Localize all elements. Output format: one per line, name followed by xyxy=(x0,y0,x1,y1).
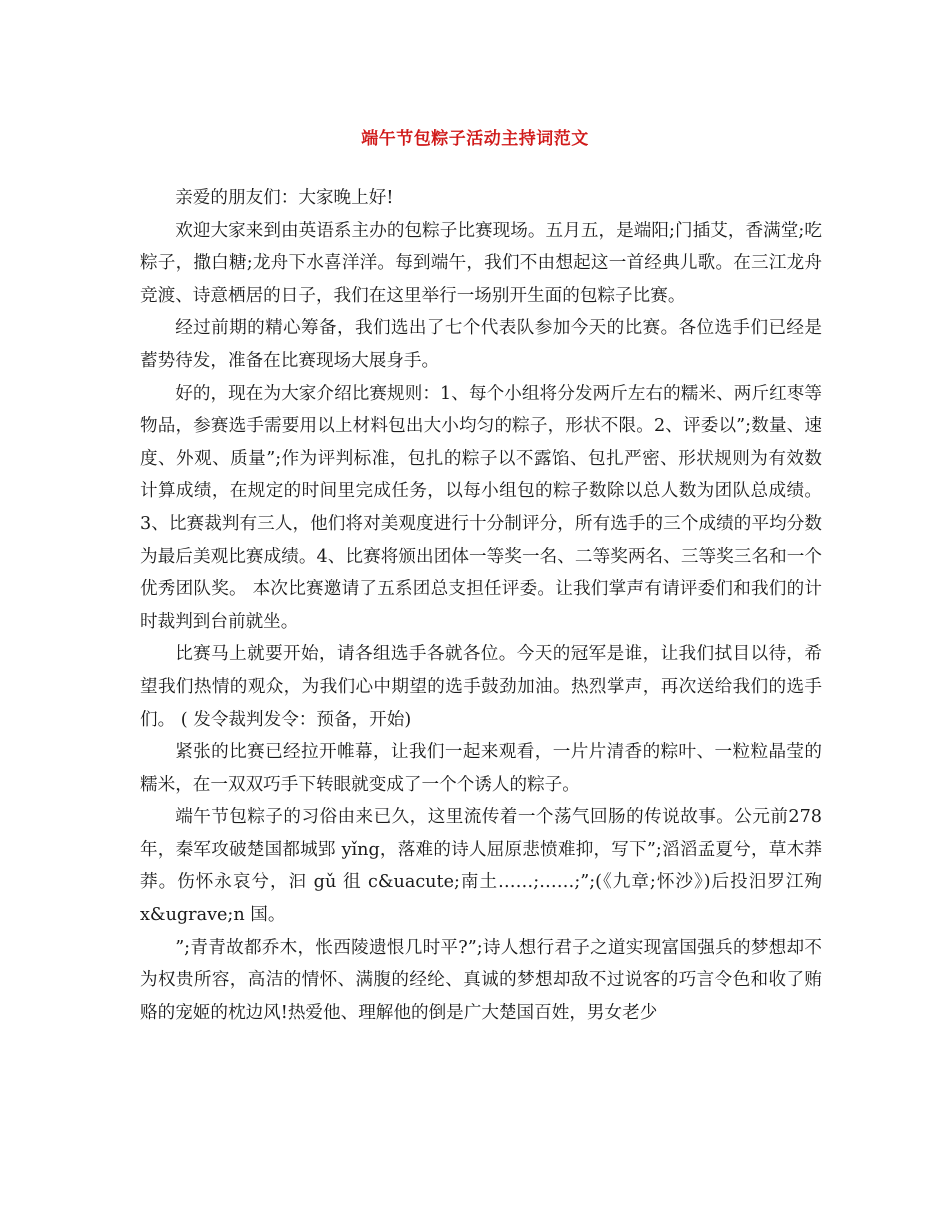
document-body xyxy=(140,182,822,1029)
paragraph-welcome: 欢迎大家来到由英语系主办的包粽子比赛现场。五月五，是端阳;门插艾，香满堂;吃粽子，撒白糖;龙舟下水喜洋洋。每到端午，我们不由想起这一首经典儿歌。在三江龙舟竞渡、诗意栖居的日子，我们在这里举行一场别开生面的包粽子比赛。 xyxy=(140,220,822,306)
paragraph-legend: 端午节包粽子的习俗由来已久，这里流传着一个荡气回肠的传说故事。公元前278年，秦军攻破楚国都城郢 yǐng，落难的诗人屈原悲愤难抑，写下”;滔滔孟夏兮，草木莽莽。伤怀永哀兮，汩 gǔ 徂 c&uacute;南土……;……;”;(《九章;怀沙》)后投汨罗江殉 x&ugrave;n 国。 xyxy=(140,807,822,926)
paragraph-start: 比赛马上就要开始，请各组选手各就各位。今天的冠军是谁，让我们拭目以待，希望我们热情的观众，为我们心中期望的选手鼓劲加油。热烈掌声，再次送给我们的选手们。 ( 发令裁判发令：预备，开始) xyxy=(140,644,822,730)
paragraph-greeting: 亲爱的朋友们：大家晚上好! xyxy=(175,188,394,208)
paragraph-poet: ”;青青故都乔木，怅西陵遗恨几时平?”;诗人想行君子之道实现富国强兵的梦想却不为权贵所容，高洁的情怀、满腹的经纶、真诚的梦想却敌不过说客的巧言令色和收了贿赂的宠姬的枕边风!热爱他、理解他的倒是广大楚国百姓，男女老少 xyxy=(140,937,822,1023)
paragraph-teams: 经过前期的精心筹备，我们选出了七个代表队参加今天的比赛。各位选手们已经是蓄势待发，准备在比赛现场大展身手。 xyxy=(140,318,822,371)
paragraph-competition: 紧张的比赛已经拉开帷幕，让我们一起来观看，一片片清香的粽叶、一粒粒晶莹的糯米，在一双双巧手下转眼就变成了一个个诱人的粽子。 xyxy=(140,742,822,795)
document-title: 端午节包粽子活动主持词范文 xyxy=(361,129,589,149)
paragraph-rules: 好的，现在为大家介绍比赛规则：1、每个小组将分发两斤左右的糯米、两斤红枣等物品，参赛选手需要用以上材料包出大小均匀的粽子，形状不限。2、评委以”;数量、速度、外观、质量”;作为评判标准，包扎的粽子以不露馅、包扎严密、形状规则为有效数计算成绩，在规定的时间里完成任务，以每小组包的粽子数除以总人数为团队总成绩。3、比赛裁判有三人，他们将对美观度进行十分制评分，所有选手的三个成绩的平均分数为最后美观比赛成绩。4、比赛将颁出团体一等奖一名、二等奖两名、三等奖三名和一个优秀团队奖。 本次比赛邀请了五系团总支担任评委。让我们掌声有请评委们和我们的计时裁判到台前就坐。 xyxy=(140,383,822,632)
